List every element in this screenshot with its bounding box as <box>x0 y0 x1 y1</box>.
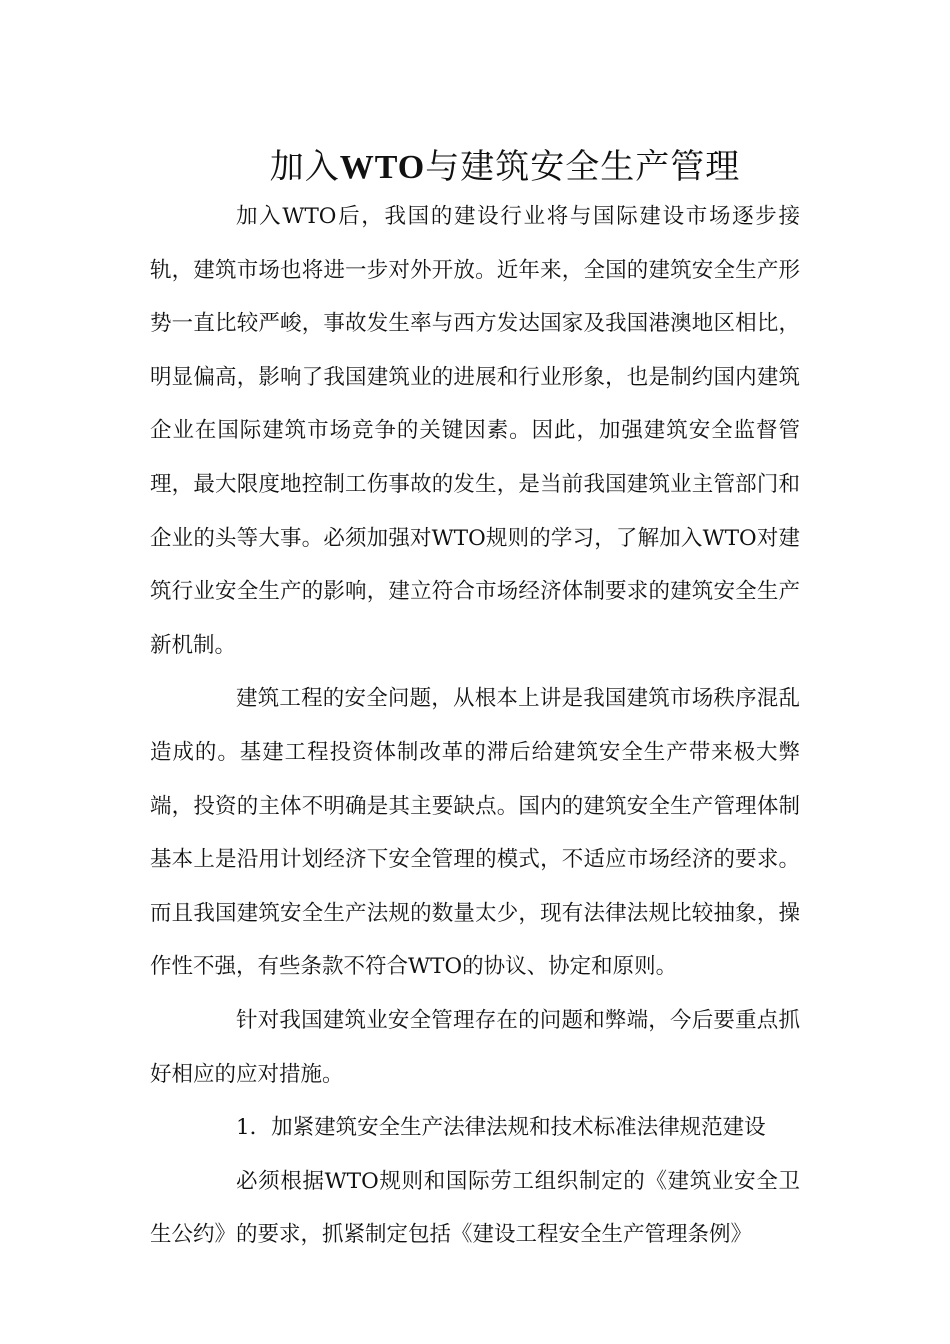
section-heading-1: 1．加紧建筑安全生产法律法规和技术标准法律规范建设 <box>236 1115 766 1141</box>
document-title <box>0 145 950 190</box>
title-bold-wto: WTO <box>339 148 426 186</box>
title-suffix: 与建筑安全生产管理 <box>425 146 741 187</box>
paragraph-2: 建筑工程的安全问题，从根本上讲是我国建筑市场秩序混乱造成的。基建工程投资体制改革的滞后给建筑安全生产带来极大弊端，投资的主体不明确是其主要缺点。国内的建筑安全生产管理体制基本上是沿用计划经济下安全管理的模式，不适应市场经济的要求。而且我国建筑安全生产法规的数量太少，现有法律法规比较抽象，操作性不强，有些条款不符合WTO的协议、协定和原则。 <box>150 686 800 980</box>
paragraph-1: 加入WTO后，我国的建设行业将与国际建设市场逐步接轨，建筑市场也将进一步对外开放。近年来，全国的建筑安全生产形势一直比较严峻，事故发生率与西方发达国家及我国港澳地区相比，明显偏高，影响了我国建筑业的进展和行业形象，也是制约国内建筑企业在国际建筑市场竞争的关键因素。因此，加强建筑安全监督管理，最大限度地控制工伤事故的发生，是当前我国建筑业主管部门和企业的头等大事。必须加强对WTO规则的学习，了解加入WTO对建筑行业安全生产的影响，建立符合市场经济体制要求的建筑安全生产新机制。 <box>150 204 800 658</box>
paragraph-4: 必须根据WTO规则和国际劳工组织制定的《建筑业安全卫生公约》的要求，抓紧制定包括《建设工程安全生产管理条例》 <box>150 1168 800 1248</box>
document-body <box>150 190 800 1262</box>
paragraph-3: 针对我国建筑业安全管理存在的问题和弊端，今后要重点抓好相应的应对措施。 <box>150 1007 800 1087</box>
title-prefix: 加入 <box>269 146 340 187</box>
